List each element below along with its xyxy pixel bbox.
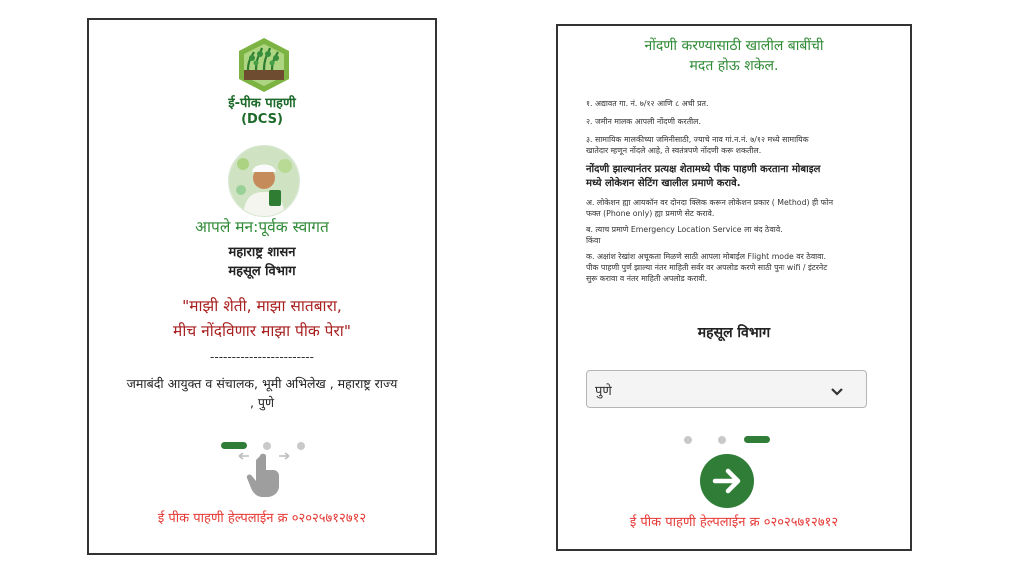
slogan-line2: मीच नोंदविणार माझा पीक पेरा" [173,322,351,340]
bold-line2: मध्ये लोकेशन सेटिंग खालील प्रमाणे करावे. [586,178,741,189]
crop-field-logo-icon [234,36,294,94]
location-setting-heading [586,163,891,191]
registration-info-screen [556,24,912,551]
c-line2: पीक पाहणी पुर्ण झाल्या नंतर माहिती सर्वर वर अपलोड करणे साठी पुनः wifi / इंटरनेट [586,263,828,272]
farmer-avatar-icon [228,145,300,217]
slogan [89,294,435,344]
helpline-text[interactable]: ई पीक पाहणी हेल्पलाईन क्र ०२०२५७१२७१२ [157,511,367,526]
bold-line1: नोंदणी झाल्यानंतर प्रत्यक्ष शेतामध्ये पीक पाहणी करताना मोबाइल [586,164,821,175]
c-line3: सुरू करावा व नंतर माहिती अपलोड करावी. [586,274,708,283]
commissioner-office [89,374,435,412]
district-dropdown[interactable] [586,370,867,408]
title-line2: मदत होऊ शकेल. [689,58,779,74]
page-dot-2[interactable] [718,436,726,444]
gov-line2: महसूल विभाग [228,264,296,279]
instruction-item-1: १. अद्यावत गा. नं. ७/१२ आणि ८ अची प्रत. [586,99,709,108]
item3-line2: खातेदार म्हणून नोंदले आहे, ते स्वतंत्रपणे नोंदणी करू शकतील. [586,146,762,155]
page-dot-3[interactable] [297,442,305,450]
swipe-hand-icon [237,448,291,498]
next-button[interactable] [700,454,754,508]
slogan-line1: "माझी शेती, माझा सातबारा, [182,297,342,315]
commissioner-line2: , पुणे [249,395,275,410]
c-line1: क. अक्षांश रेखांश अचूकता मिळणे साठी आपला मोबाईल Flight mode वर ठेवावा. [586,252,827,261]
gov-line1: महाराष्ट्र शासन [228,245,296,260]
helpline-text[interactable]: ई पीक पाहणी हेल्पलाईन क्र ०२०२५७१२७१२ [629,515,839,530]
welcome-text: आपले मन:पूर्वक स्वागत [195,218,329,236]
instruction-item-2: २. जमीन मालक आपली नोंदणी करतील. [586,117,701,126]
app-name-line1: ई-पीक पाहणी [228,96,296,111]
app-name-line2: (DCS) [241,112,283,127]
instruction-item-3 [586,134,891,156]
app-name [89,96,435,128]
dropdown-value: पुणे [595,384,612,399]
title-line1: नोंदणी करण्यासाठी खालील बाबींची [644,38,824,54]
a-line2: फक्त (Phone only) ह्या प्रमाणे सेट करावे. [586,209,715,218]
page-dot-3[interactable] [744,436,770,443]
arrow-right-icon [700,493,754,512]
welcome-screen [87,18,437,555]
department-label: महसूल विभाग [697,325,771,341]
instructions [586,98,891,289]
b-line1: ब. त्याच प्रमाणे Emergency Location Service ला बंद ठेवावे. [586,225,783,234]
divider: ------------------------ [210,350,314,364]
page-indicator [684,434,774,444]
a-line1: अ. लोकेशन ह्या आयकॉन वर दोनदा क्लिक करून लोकेशन प्रकार ( Method) ही फोन [586,198,834,207]
government-name [89,243,435,281]
page-title [558,36,910,76]
b-line2: किंवा [586,236,601,245]
instruction-c [586,251,891,284]
commissioner-line1: जमाबंदी आयुक्त व संचालक, भूमी अभिलेख , महाराष्ट्र राज्य [126,376,398,391]
page-dot-1[interactable] [684,436,692,444]
item3-line1: ३. सामायिक मालकीच्या जमिनीसाठी, ज्याचे नाव गां.न.नं. ७/१२ मध्ये सामायिक [586,135,809,144]
chevron-down-icon [830,382,844,401]
instruction-a [586,197,891,219]
instruction-b [586,224,891,246]
